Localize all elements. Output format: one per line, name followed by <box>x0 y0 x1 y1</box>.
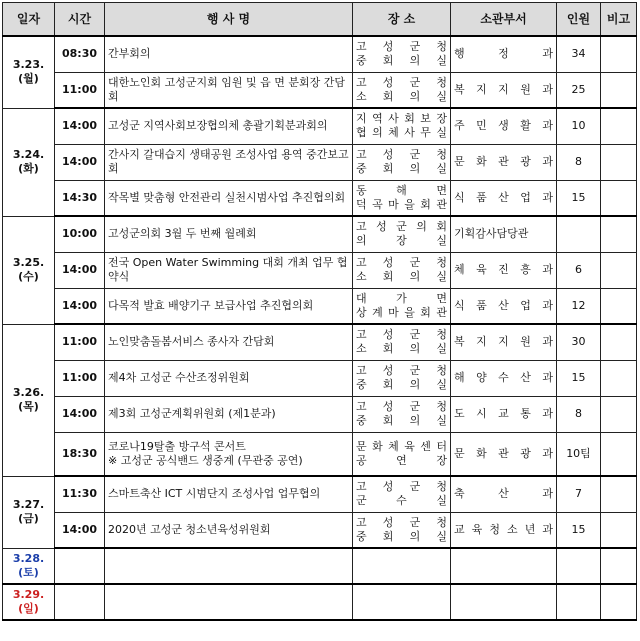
event-cell <box>105 36 353 72</box>
dept-cell-text: 해 양 수 산 과 <box>454 371 553 384</box>
place-cell <box>353 324 451 360</box>
weekday-label: (목) <box>18 400 39 413</box>
date-cell <box>3 108 55 216</box>
table-row <box>3 476 637 512</box>
count-cell-text: 6 <box>575 263 582 276</box>
event-cell <box>105 360 353 396</box>
place-cell <box>353 72 451 108</box>
event-cell-text: 스마트축산 ICT 시범단지 조성사업 업무협의 <box>108 487 321 501</box>
header-note: 비고 <box>601 3 637 37</box>
date-label: 3.26. <box>12 386 45 399</box>
time-cell <box>55 144 105 180</box>
date-cell <box>3 584 55 620</box>
event-cell-text: 노인맞춤돌봄서비스 종사자 간담회 <box>108 335 275 349</box>
date-cell <box>3 476 55 548</box>
dept-cell-text: 체 육 진 흥 과 <box>454 263 553 276</box>
dept-cell-text: 복 지 지 원 과 <box>454 82 553 96</box>
count-cell <box>557 72 601 108</box>
place-cell-text: 고 성 군 청 <box>356 515 447 529</box>
count-cell <box>557 288 601 324</box>
event-cell-text: ※ 고성군 공식밴드 생중계 (무관중 공연) <box>108 453 303 467</box>
place-cell-text: 중 회 의 실 <box>356 162 447 175</box>
place-cell-text: 소 회 의 실 <box>356 270 447 283</box>
event-cell-text: 2020년 고성군 청소년육성위원회 <box>108 522 271 536</box>
count-cell <box>557 252 601 288</box>
place-cell-text: 동 해 면 <box>356 183 447 197</box>
place-cell <box>353 36 451 72</box>
table-row <box>3 548 637 584</box>
weekday-label: (토) <box>18 565 39 579</box>
event-cell <box>105 324 353 360</box>
place-cell-text: 지 역 사 회 보 장 <box>356 112 447 126</box>
count-cell <box>557 432 601 476</box>
event-cell-text: 코로나19탈출 방구석 콘서트 <box>108 439 246 453</box>
place-cell-text: 공 연 장 <box>356 453 447 467</box>
header-place: 장 소 <box>353 3 451 37</box>
time-cell-text: 14:00 <box>61 155 97 168</box>
place-cell-text: 군 수 실 <box>356 494 447 508</box>
dept-cell-text: 문 화 관 광 과 <box>454 446 553 460</box>
dept-cell-text: 축 산 과 <box>454 487 553 501</box>
note-cell <box>601 144 637 180</box>
time-cell <box>55 252 105 288</box>
place-cell-text: 덕 곡 마 을 회 관 <box>356 197 447 211</box>
event-cell <box>105 252 353 288</box>
place-cell <box>353 584 451 620</box>
table-row <box>3 252 637 288</box>
count-cell-text: 10팀 <box>566 446 591 460</box>
note-cell <box>601 548 637 584</box>
note-cell <box>601 396 637 432</box>
count-cell <box>557 180 601 216</box>
event-cell-text: 다목적 발효 배양기구 보급사업 추진협의회 <box>108 298 314 312</box>
table-row <box>3 180 637 216</box>
time-cell-text: 11:00 <box>61 335 97 349</box>
dept-cell <box>451 144 557 180</box>
note-cell <box>601 108 637 144</box>
table-row <box>3 144 637 180</box>
date-cell <box>3 548 55 584</box>
event-cell <box>105 584 353 620</box>
time-cell-text: 08:30 <box>61 47 97 61</box>
time-cell <box>55 360 105 396</box>
place-cell-text: 고 성 군 청 <box>356 328 447 342</box>
event-cell-text: 간부회의 <box>108 47 151 61</box>
count-cell <box>557 584 601 620</box>
note-cell <box>601 72 637 108</box>
place-cell-text: 소 회 의 실 <box>356 342 447 356</box>
time-cell <box>55 288 105 324</box>
place-cell <box>353 108 451 144</box>
event-cell <box>105 476 353 512</box>
count-cell <box>557 216 601 252</box>
place-cell <box>353 216 451 252</box>
date-cell <box>3 324 55 476</box>
place-cell-text: 고 성 군 의 회 <box>356 220 447 234</box>
date-label: 3.27. <box>12 498 45 511</box>
dept-cell-text: 교 육 청 소 년 과 <box>454 522 553 536</box>
time-cell-text: 18:30 <box>61 446 97 460</box>
table-row <box>3 360 637 396</box>
date-cell <box>3 216 55 324</box>
dept-cell <box>451 108 557 144</box>
date-cell <box>3 36 55 108</box>
time-cell <box>55 548 105 584</box>
table-row <box>3 584 637 620</box>
place-cell-text: 협 의 체 사 무 실 <box>356 126 447 140</box>
event-cell <box>105 288 353 324</box>
time-cell <box>55 180 105 216</box>
place-cell-text: 중 회 의 실 <box>356 529 447 543</box>
place-cell <box>353 476 451 512</box>
event-cell-text: 고성군의회 3월 두 번째 월례회 <box>108 227 257 241</box>
event-cell-text: 간사지 갈대습지 생태공원 조성사업 용역 중간보고회 <box>108 148 349 175</box>
weekday-label: (월) <box>18 72 39 86</box>
event-cell-text: 작목별 맞춤형 안전관리 실천시범사업 추진협의회 <box>108 190 346 204</box>
place-cell-text: 중 회 의 실 <box>356 414 447 427</box>
dept-cell <box>451 180 557 216</box>
place-cell-text: 고 성 군 청 <box>356 148 447 161</box>
count-cell-text: 8 <box>575 407 582 420</box>
place-cell-text: 고 성 군 청 <box>356 75 447 89</box>
dept-cell <box>451 72 557 108</box>
note-cell <box>601 512 637 548</box>
place-cell <box>353 252 451 288</box>
event-cell-text: 제4차 고성군 수산조정위원회 <box>108 371 250 384</box>
place-cell-text: 고 성 군 청 <box>356 480 447 494</box>
dept-cell <box>451 36 557 72</box>
date-label: 3.24. <box>12 148 45 161</box>
event-cell <box>105 180 353 216</box>
count-cell-text: 8 <box>575 155 582 168</box>
header-row <box>3 3 637 37</box>
dept-cell <box>451 584 557 620</box>
dept-cell <box>451 324 557 360</box>
place-cell-text: 소 회 의 실 <box>356 89 447 103</box>
weekday-label: (수) <box>18 270 39 283</box>
time-cell-text: 14:00 <box>61 407 97 420</box>
place-cell-text: 중 회 의 실 <box>356 54 447 68</box>
schedule-body <box>3 36 637 620</box>
table-row <box>3 432 637 476</box>
dept-cell-text: 도 시 교 통 과 <box>454 407 553 420</box>
time-cell <box>55 324 105 360</box>
time-cell-text: 10:00 <box>61 227 97 241</box>
dept-cell <box>451 548 557 584</box>
dept-cell <box>451 252 557 288</box>
dept-cell <box>451 216 557 252</box>
dept-cell-text: 행 정 과 <box>454 47 553 61</box>
note-cell <box>601 360 637 396</box>
event-cell <box>105 144 353 180</box>
count-cell <box>557 548 601 584</box>
header-event: 행 사 명 <box>105 3 353 37</box>
table-row <box>3 108 637 144</box>
dept-cell-text: 기획감사담당관 <box>454 227 529 241</box>
dept-cell <box>451 432 557 476</box>
time-cell-text: 14:30 <box>61 190 97 204</box>
dept-cell <box>451 396 557 432</box>
note-cell <box>601 584 637 620</box>
table-row <box>3 216 637 252</box>
place-cell-text: 대 가 면 <box>356 291 447 305</box>
count-cell-text: 12 <box>571 298 586 312</box>
dept-cell-text: 문 화 관 광 과 <box>454 155 553 168</box>
note-cell <box>601 252 637 288</box>
place-cell-text: 상 계 마 을 회 관 <box>356 305 447 319</box>
count-cell-text: 15 <box>571 371 586 384</box>
place-cell <box>353 432 451 476</box>
time-cell-text: 14:00 <box>61 298 97 312</box>
event-cell-text: 제3회 고성군계획위원회 (제1분과) <box>108 407 276 420</box>
header-dept: 소관부서 <box>451 3 557 37</box>
count-cell-text: 10 <box>571 119 586 133</box>
place-cell-text: 중 회 의 실 <box>356 378 447 391</box>
count-cell <box>557 512 601 548</box>
dept-cell-text: 식 품 산 업 과 <box>454 298 553 312</box>
count-cell <box>557 324 601 360</box>
time-cell <box>55 512 105 548</box>
time-cell <box>55 216 105 252</box>
event-cell <box>105 432 353 476</box>
place-cell <box>353 288 451 324</box>
event-cell-text: 고성군 지역사회보장협의체 총괄기획분과회의 <box>108 119 328 133</box>
count-cell <box>557 144 601 180</box>
time-cell-text: 14:00 <box>61 522 97 536</box>
event-cell <box>105 396 353 432</box>
time-cell <box>55 432 105 476</box>
time-cell-text: 14:00 <box>61 119 97 133</box>
time-cell <box>55 108 105 144</box>
time-cell <box>55 396 105 432</box>
dept-cell <box>451 288 557 324</box>
time-cell <box>55 72 105 108</box>
place-cell <box>353 360 451 396</box>
place-cell-text: 고 성 군 청 <box>356 364 447 377</box>
date-label: 3.29. <box>12 588 45 601</box>
table-row <box>3 512 637 548</box>
place-cell <box>353 512 451 548</box>
note-cell <box>601 216 637 252</box>
header-count: 인원 <box>557 3 601 37</box>
date-label: 3.28. <box>12 551 45 565</box>
count-cell-text: 30 <box>571 335 586 349</box>
note-cell <box>601 432 637 476</box>
dept-cell <box>451 512 557 548</box>
event-cell-text: 대한노인회 고성군지회 임원 및 읍 면 분회장 간담회 <box>108 75 345 103</box>
table-row <box>3 72 637 108</box>
date-label: 3.25. <box>12 256 45 269</box>
place-cell-text: 고 성 군 청 <box>356 400 447 413</box>
header-time: 시간 <box>55 3 105 37</box>
time-cell-text: 14:00 <box>61 263 97 276</box>
event-cell <box>105 108 353 144</box>
count-cell-text: 15 <box>571 522 586 536</box>
dept-cell <box>451 476 557 512</box>
weekday-label: (화) <box>18 162 39 175</box>
time-cell <box>55 476 105 512</box>
place-cell <box>353 396 451 432</box>
header-date: 일자 <box>3 3 55 37</box>
time-cell <box>55 584 105 620</box>
time-cell <box>55 36 105 72</box>
count-cell <box>557 396 601 432</box>
table-row <box>3 36 637 72</box>
note-cell <box>601 180 637 216</box>
note-cell <box>601 324 637 360</box>
event-cell <box>105 512 353 548</box>
date-label: 3.23. <box>12 58 45 72</box>
time-cell-text: 11:30 <box>61 487 97 501</box>
note-cell <box>601 288 637 324</box>
count-cell <box>557 108 601 144</box>
count-cell-text: 25 <box>571 82 586 96</box>
note-cell <box>601 36 637 72</box>
weekday-label: (일) <box>18 602 39 615</box>
dept-cell <box>451 360 557 396</box>
schedule-table <box>2 2 637 621</box>
count-cell-text: 7 <box>575 487 582 501</box>
count-cell-text: 34 <box>571 47 586 61</box>
count-cell-text: 15 <box>571 190 586 204</box>
time-cell-text: 11:00 <box>61 82 97 96</box>
table-row <box>3 396 637 432</box>
place-cell-text: 문 화 체 육 센 터 <box>356 439 447 453</box>
weekday-label: (금) <box>18 512 39 525</box>
event-cell <box>105 548 353 584</box>
count-cell <box>557 36 601 72</box>
place-cell <box>353 548 451 584</box>
note-cell <box>601 476 637 512</box>
time-cell-text: 11:00 <box>61 371 97 384</box>
dept-cell-text: 복 지 지 원 과 <box>454 335 553 349</box>
count-cell <box>557 360 601 396</box>
table-row <box>3 288 637 324</box>
place-cell <box>353 180 451 216</box>
event-cell-text: 전국 Open Water Swimming 대회 개최 업무 협약식 <box>108 256 348 283</box>
dept-cell-text: 주 민 생 활 과 <box>454 119 553 133</box>
dept-cell-text: 식 품 산 업 과 <box>454 190 553 204</box>
place-cell-text: 고 성 군 청 <box>356 40 447 54</box>
place-cell-text: 고 성 군 청 <box>356 256 447 269</box>
event-cell <box>105 72 353 108</box>
place-cell-text: 의 장 실 <box>356 234 447 248</box>
event-cell <box>105 216 353 252</box>
place-cell <box>353 144 451 180</box>
table-row <box>3 324 637 360</box>
count-cell <box>557 476 601 512</box>
